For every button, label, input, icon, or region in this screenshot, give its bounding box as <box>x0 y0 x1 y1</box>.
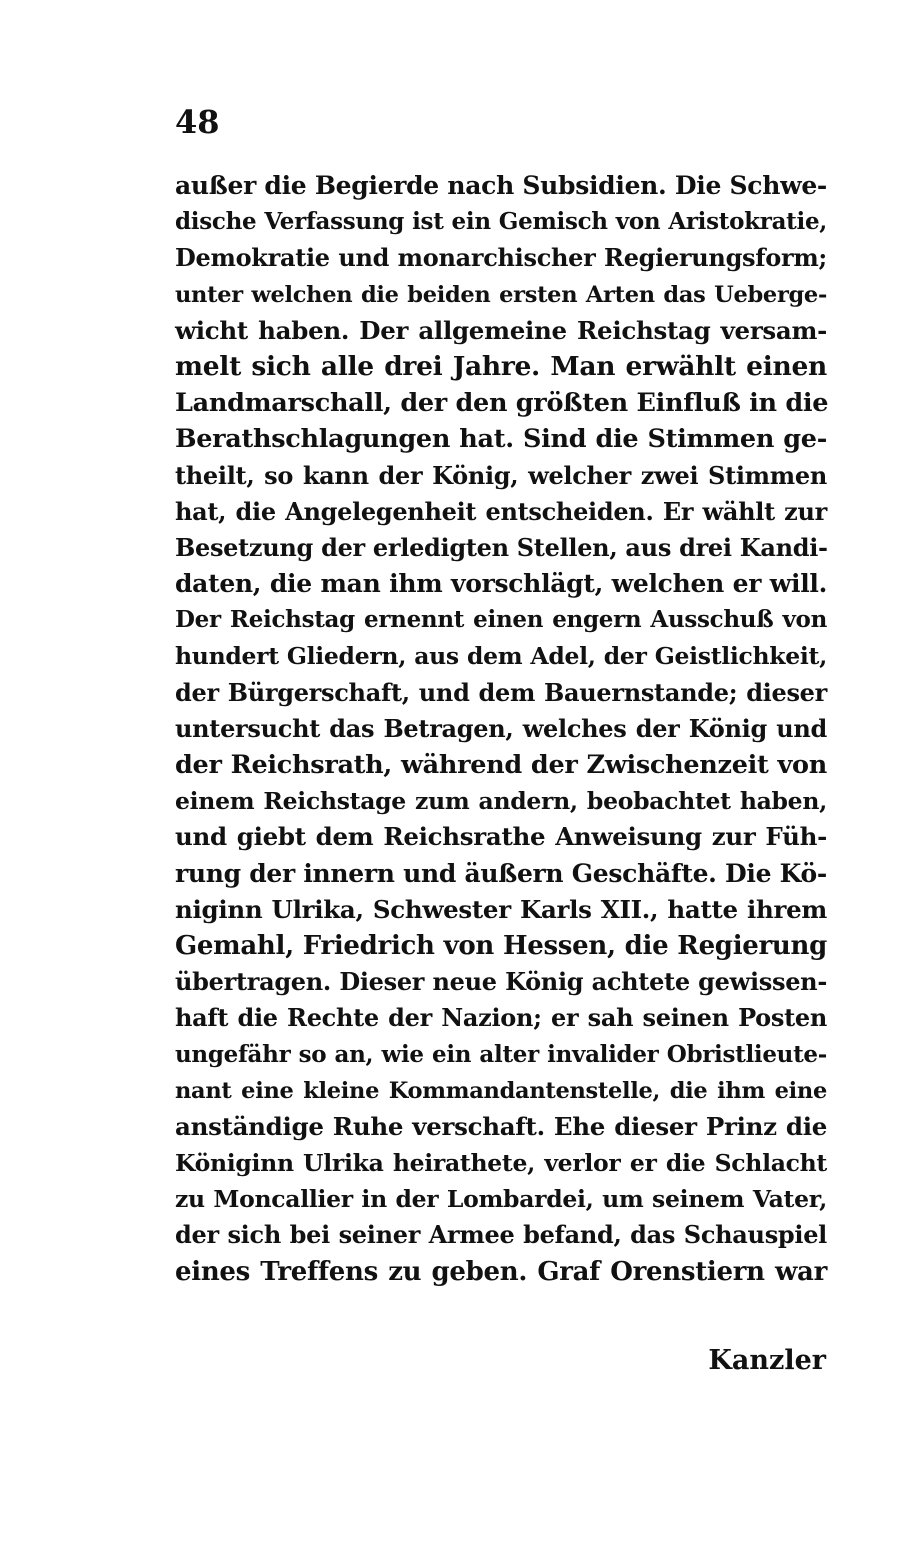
text-line: Königinn Ulrika heirathete, verlor er die Schlacht <box>175 1149 827 1178</box>
text-line: Gemahl, Friedrich von Hessen, die Regierung <box>175 930 827 961</box>
text-line: zu Moncallier in der Lombardei, um seinem Vater, <box>175 1185 827 1214</box>
catchword: Kanzler <box>708 1345 826 1376</box>
text-line: niginn Ulrika, Schwester Karls XII., hatte ihrem <box>175 894 827 924</box>
text-line: Besetzung der erledigten Stellen, aus drei Kandi- <box>175 532 828 562</box>
text-line: nant eine kleine Kommandantenstelle, die ihm eine <box>175 1077 827 1104</box>
text-line: hundert Gliedern, aus dem Adel, der Geistlichkeit, <box>175 642 827 671</box>
text-line: Landmarschall, der den größten Einfluß in die <box>175 388 829 419</box>
text-line: ungefähr so an, wie ein alter invalider Obristlieute- <box>175 1040 827 1068</box>
text-line: Demokratie und monarchischer Regierungsform; <box>175 243 827 273</box>
text-line: hat, die Angelegenheit entscheiden. Er wählt zur <box>175 496 827 526</box>
text-line: Berathschlagungen hat. Sind die Stimmen ge- <box>175 424 827 455</box>
text-line: unter welchen die beiden ersten Arten das Ueberge- <box>175 281 827 308</box>
text-line: einem Reichstage zum andern, beobachtet haben, <box>175 787 827 816</box>
text-line: wicht haben. Der allgemeine Reichstag versam- <box>175 315 827 345</box>
text-line: Der Reichstag ernennt einen engern Ausschuß von <box>175 606 827 634</box>
text-line: anständige Ruhe verschaft. Ehe dieser Prinz die <box>175 1111 827 1141</box>
body-text <box>175 168 827 1290</box>
text-line: der Bürgerschaft, und dem Bauernstande; dieser <box>175 677 827 707</box>
page-number: 48 <box>175 103 220 141</box>
text-line: eines Treffens zu geben. Graf Orenstiern war <box>175 1256 827 1287</box>
text-line: außer die Begierde nach Subsidien. Die Schwe- <box>175 171 827 200</box>
text-line: der Reichsrath, während der Zwischenzeit von <box>175 750 827 780</box>
text-line: theilt, so kann der König, welcher zwei Stimmen <box>175 460 827 490</box>
text-line: und giebt dem Reichsrathe Anweisung zur Füh- <box>175 822 827 852</box>
text-line: dische Verfassung ist ein Gemisch von Aristokratie, <box>175 208 827 236</box>
text-line: rung der innern und äußern Geschäfte. Die Kö- <box>175 858 827 888</box>
text-line: haft die Rechte der Nazion; er sah seinen Posten <box>175 1003 827 1033</box>
text-line: der sich bei seiner Armee befand, das Schauspiel <box>175 1220 827 1250</box>
text-line: daten, die man ihm vorschlägt, welchen er will. <box>175 569 827 599</box>
text-line: melt sich alle drei Jahre. Man erwählt einen <box>175 350 827 382</box>
text-line: untersucht das Betragen, welches der König und <box>175 713 827 743</box>
text-line: übertragen. Dieser neue König achtete gewissen- <box>175 967 827 997</box>
